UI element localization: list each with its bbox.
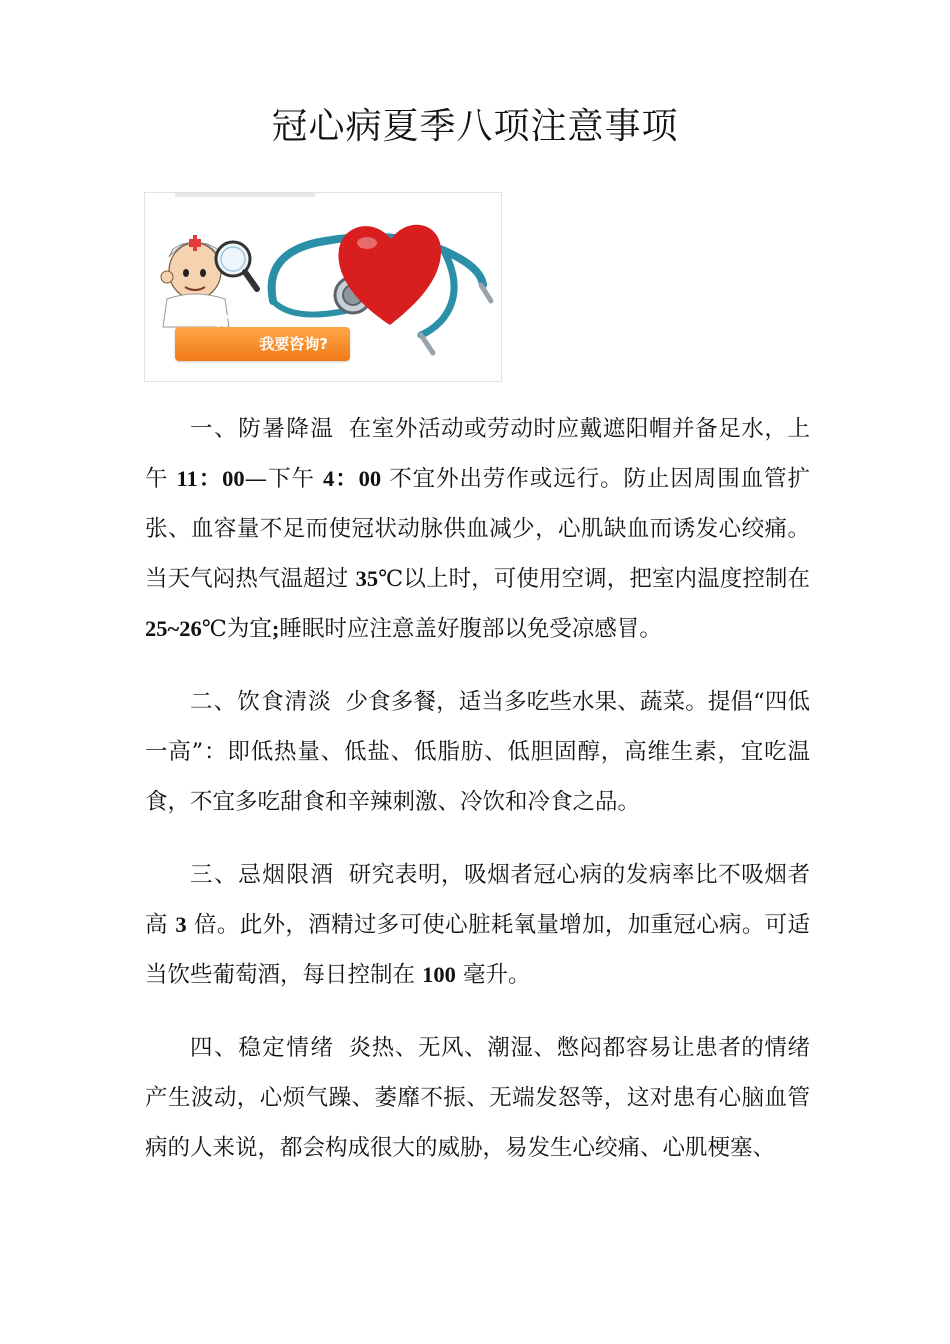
banner-remnant (175, 193, 315, 197)
consult-illustration[interactable] (144, 192, 502, 382)
article-body (145, 404, 810, 1196)
page-title: 冠心病夏季八项注意事项 (271, 106, 679, 147)
section-heading: 一、防暑降温 (190, 416, 335, 442)
section-heading: 四、稳定情绪 (190, 1035, 335, 1061)
section-paragraph: 二、饮食清淡 少食多餐，适当多吃些水果、蔬菜。提倡“四低一高”：即低热量、低盐、低脂肪、低胆固醇，高维生素，宜吃温食，不宜多吃甜食和辛辣刺激、冷饮和冷食之品。 (145, 689, 810, 815)
section-paragraph: 一、防暑降温 在室外活动或劳动时应戴遮阳帽并备足水，上午 11：00—下午 4：00 不宜外出劳作或远行。防止因周围血管扩张、血容量不足而使冠状动脉供血减少，心肌缺血而诱发心绞痛。当天气闷热气温超过 35℃以上时，可使用空调，把室内温度控制在 25~26℃为宜;睡眠时应注意盖好腹部以免受凉感冒。 (145, 416, 810, 642)
section-paragraph: 四、稳定情绪 炎热、无风、潮湿、憋闷都容易让患者的情绪产生波动，心烦气躁、萎靡不振、无端发怒等，这对患有心脑血管病的人来说，都会构成很大的威胁，易发生心绞痛、心肌梗塞、 (145, 1035, 810, 1161)
section-heading: 三、忌烟限酒 (190, 862, 335, 888)
magnifier-icon (216, 242, 257, 289)
section-paragraph: 三、忌烟限酒 研究表明，吸烟者冠心病的发病率比不吸烟者高 3 倍。此外，酒精过多可使心脏耗氧量增加，加重冠心病。可适当饮些葡萄酒，每日控制在 100 毫升。 (145, 862, 811, 988)
section-heading: 二、饮食清淡 (190, 689, 332, 715)
consult-button[interactable]: 我要咨询? (175, 327, 350, 361)
